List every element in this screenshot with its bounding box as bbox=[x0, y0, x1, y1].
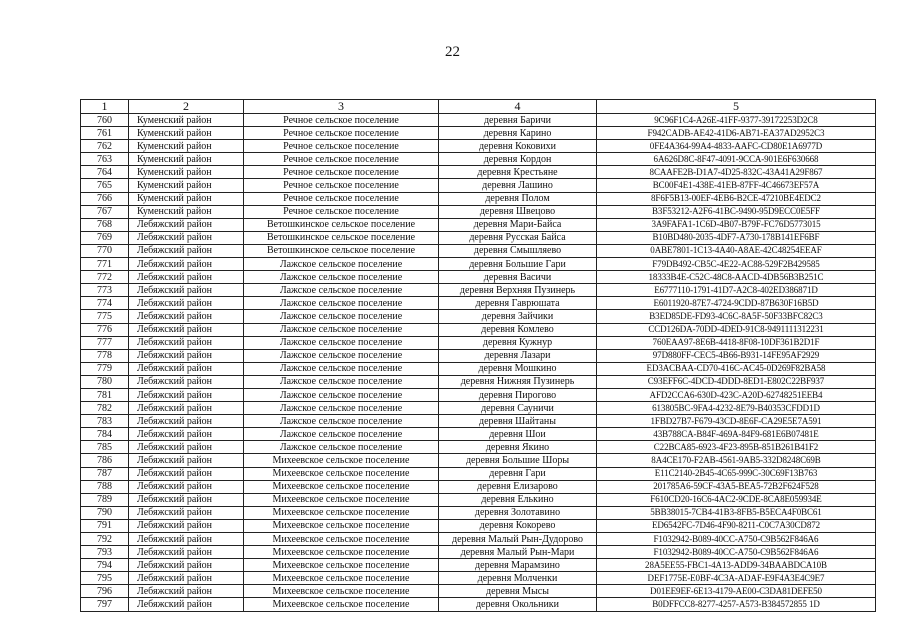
village-cell: деревня Верхняя Пузинерь bbox=[439, 284, 597, 297]
guid-cell: F610CD20-16C6-4AC2-9CDE-8CA8E059934E bbox=[597, 493, 876, 506]
district-cell: Лебяжский район bbox=[129, 375, 244, 388]
guid-cell: 8A4CE170-F2AB-4561-9AB5-332D8248C69B bbox=[597, 454, 876, 467]
district-cell: Куменский район bbox=[129, 114, 244, 127]
guid-cell: E6011920-87E7-4724-9CDD-87B630F16B5D bbox=[597, 297, 876, 310]
district-cell: Лебяжский район bbox=[129, 480, 244, 493]
village-cell: деревня Мари-Байса bbox=[439, 218, 597, 231]
guid-cell: 0ABE7801-1C13-4A40-A8AE-42C48254EEAF bbox=[597, 244, 876, 257]
guid-cell: 0FE4A364-99A4-4833-AAFC-CD80E1A6977D bbox=[597, 140, 876, 153]
guid-cell: 5BB38015-7CB4-41B3-8FB5-B5ECA4F0BC61 bbox=[597, 506, 876, 519]
guid-cell: ED3ACBAA-CD70-416C-AC45-0D269F82BA58 bbox=[597, 362, 876, 375]
row-number: 776 bbox=[81, 323, 129, 336]
district-cell: Лебяжский район bbox=[129, 231, 244, 244]
row-number: 765 bbox=[81, 179, 129, 192]
settlement-cell: Лажское сельское поселение bbox=[244, 323, 439, 336]
village-cell: деревня Русская Байса bbox=[439, 231, 597, 244]
district-cell: Лебяжский район bbox=[129, 415, 244, 428]
village-cell: деревня Лашино bbox=[439, 179, 597, 192]
village-cell: деревня Марамзино bbox=[439, 559, 597, 572]
table-row bbox=[81, 231, 876, 244]
table-row bbox=[81, 375, 876, 388]
table-row bbox=[81, 284, 876, 297]
table-row bbox=[81, 388, 876, 401]
table-row bbox=[81, 258, 876, 271]
district-cell: Лебяжский район bbox=[129, 310, 244, 323]
settlement-cell: Речное сельское поселение bbox=[244, 140, 439, 153]
district-cell: Куменский район bbox=[129, 140, 244, 153]
row-number: 762 bbox=[81, 140, 129, 153]
district-cell: Лебяжский район bbox=[129, 559, 244, 572]
row-number: 771 bbox=[81, 258, 129, 271]
table-row bbox=[81, 192, 876, 205]
village-cell: деревня Смышляево bbox=[439, 244, 597, 257]
district-cell: Лебяжский район bbox=[129, 349, 244, 362]
settlement-cell: Михеевское сельское поселение bbox=[244, 493, 439, 506]
header-col-4: 4 bbox=[439, 100, 597, 114]
district-cell: Лебяжский район bbox=[129, 572, 244, 585]
village-cell: деревня Мысы bbox=[439, 585, 597, 598]
district-cell: Куменский район bbox=[129, 179, 244, 192]
settlement-cell: Речное сельское поселение bbox=[244, 114, 439, 127]
row-number: 787 bbox=[81, 467, 129, 480]
guid-cell: F1032942-B089-40CC-A750-C9B562F846A6 bbox=[597, 533, 876, 546]
table-row bbox=[81, 441, 876, 454]
guid-cell: 201785A6-59CF-43A5-BEA5-72B2F624F528 bbox=[597, 480, 876, 493]
village-cell: деревня Большие Гари bbox=[439, 258, 597, 271]
settlement-cell: Лажское сельское поселение bbox=[244, 375, 439, 388]
district-cell: Лебяжский район bbox=[129, 323, 244, 336]
table-row bbox=[81, 166, 876, 179]
district-cell: Лебяжский район bbox=[129, 493, 244, 506]
table-row bbox=[81, 218, 876, 231]
row-number: 788 bbox=[81, 480, 129, 493]
table-row bbox=[81, 349, 876, 362]
settlement-cell: Лажское сельское поселение bbox=[244, 297, 439, 310]
table-row bbox=[81, 559, 876, 572]
row-number: 773 bbox=[81, 284, 129, 297]
table-row bbox=[81, 179, 876, 192]
row-number: 784 bbox=[81, 428, 129, 441]
guid-cell: ED6542FC-7D46-4F90-8211-C0C7A30CD872 bbox=[597, 519, 876, 532]
district-cell: Лебяжский район bbox=[129, 506, 244, 519]
table-row bbox=[81, 572, 876, 585]
guid-cell: DEF1775E-E0BF-4C3A-ADAF-E9F4A3E4C9E7 bbox=[597, 572, 876, 585]
row-number: 768 bbox=[81, 218, 129, 231]
district-cell: Лебяжский район bbox=[129, 336, 244, 349]
district-cell: Куменский район bbox=[129, 192, 244, 205]
settlement-cell: Михеевское сельское поселение bbox=[244, 559, 439, 572]
guid-cell: 1FBD27B7-F679-43CD-8E6F-CA29E5E7A591 bbox=[597, 415, 876, 428]
settlement-cell: Лажское сельское поселение bbox=[244, 402, 439, 415]
row-number: 792 bbox=[81, 533, 129, 546]
row-number: 775 bbox=[81, 310, 129, 323]
district-cell: Лебяжский район bbox=[129, 454, 244, 467]
row-number: 796 bbox=[81, 585, 129, 598]
district-cell: Куменский район bbox=[129, 153, 244, 166]
settlement-cell: Лажское сельское поселение bbox=[244, 284, 439, 297]
village-cell: деревня Гари bbox=[439, 467, 597, 480]
row-number: 777 bbox=[81, 336, 129, 349]
settlement-cell: Михеевское сельское поселение bbox=[244, 585, 439, 598]
village-cell: деревня Елькино bbox=[439, 493, 597, 506]
settlement-cell: Речное сельское поселение bbox=[244, 179, 439, 192]
village-cell: деревня Елизарово bbox=[439, 480, 597, 493]
village-cell: деревня Малый Рын-Дудорово bbox=[439, 533, 597, 546]
settlement-cell: Михеевское сельское поселение bbox=[244, 454, 439, 467]
guid-cell: D01EE9EF-6E13-4179-AE00-C3DA81DEFE50 bbox=[597, 585, 876, 598]
row-number: 774 bbox=[81, 297, 129, 310]
row-number: 795 bbox=[81, 572, 129, 585]
village-cell: деревня Гаврюшата bbox=[439, 297, 597, 310]
table-row bbox=[81, 205, 876, 218]
settlement-cell: Речное сельское поселение bbox=[244, 205, 439, 218]
district-cell: Куменский район bbox=[129, 205, 244, 218]
guid-cell: F1032942-B089-40CC-A750-C9B562F846A6 bbox=[597, 546, 876, 559]
settlement-cell: Михеевское сельское поселение bbox=[244, 519, 439, 532]
district-cell: Лебяжский район bbox=[129, 244, 244, 257]
settlement-cell: Михеевское сельское поселение bbox=[244, 598, 439, 611]
table-header bbox=[81, 100, 876, 114]
district-cell: Куменский район bbox=[129, 127, 244, 140]
guid-cell: 8F6F5B13-00EF-4EB6-B2CE-47210BE4EDC2 bbox=[597, 192, 876, 205]
guid-cell: 760EAA97-8E6B-4418-8F08-10DF361B2D1F bbox=[597, 336, 876, 349]
row-number: 794 bbox=[81, 559, 129, 572]
guid-cell: B10BD480-2035-4DF7-A730-178B141EF6BF bbox=[597, 231, 876, 244]
settlement-cell: Лажское сельское поселение bbox=[244, 441, 439, 454]
row-number: 763 bbox=[81, 153, 129, 166]
district-cell: Лебяжский район bbox=[129, 271, 244, 284]
row-number: 769 bbox=[81, 231, 129, 244]
village-cell: деревня Шои bbox=[439, 428, 597, 441]
district-cell: Лебяжский район bbox=[129, 297, 244, 310]
guid-cell: F942CADB-AE42-41D6-AB71-EA37AD2952C3 bbox=[597, 127, 876, 140]
guid-cell: B3ED85DE-FD93-4C6C-8A5F-50F33BFC82C3 bbox=[597, 310, 876, 323]
row-number: 785 bbox=[81, 441, 129, 454]
table-row bbox=[81, 467, 876, 480]
district-cell: Лебяжский район bbox=[129, 402, 244, 415]
village-cell: деревня Полом bbox=[439, 192, 597, 205]
row-number: 772 bbox=[81, 271, 129, 284]
district-cell: Лебяжский район bbox=[129, 546, 244, 559]
row-number: 761 bbox=[81, 127, 129, 140]
village-cell: деревня Нижняя Пузинерь bbox=[439, 375, 597, 388]
settlement-cell: Лажское сельское поселение bbox=[244, 415, 439, 428]
row-number: 786 bbox=[81, 454, 129, 467]
table-row bbox=[81, 454, 876, 467]
guid-cell: E11C2140-2B45-4C65-999C-30C69F13B763 bbox=[597, 467, 876, 480]
settlements-table bbox=[80, 99, 876, 612]
district-cell: Лебяжский район bbox=[129, 441, 244, 454]
village-cell: деревня Шайтаны bbox=[439, 415, 597, 428]
guid-cell: 18333B4E-C52C-48C8-AACD-4DB56B3B251C bbox=[597, 271, 876, 284]
village-cell: деревня Якино bbox=[439, 441, 597, 454]
table-row bbox=[81, 546, 876, 559]
table-row bbox=[81, 362, 876, 375]
row-number: 781 bbox=[81, 388, 129, 401]
guid-cell: F79DB492-CB5C-4E22-AC88-529F2B429585 bbox=[597, 258, 876, 271]
settlement-cell: Ветошкинское сельское поселение bbox=[244, 218, 439, 231]
row-number: 779 bbox=[81, 362, 129, 375]
settlement-cell: Михеевское сельское поселение bbox=[244, 506, 439, 519]
village-cell: деревня Большие Шоры bbox=[439, 454, 597, 467]
settlement-cell: Речное сельское поселение bbox=[244, 127, 439, 140]
row-number: 764 bbox=[81, 166, 129, 179]
district-cell: Лебяжский район bbox=[129, 284, 244, 297]
row-number: 793 bbox=[81, 546, 129, 559]
village-cell: деревня Зайчики bbox=[439, 310, 597, 323]
village-cell: деревня Окольники bbox=[439, 598, 597, 611]
table-row bbox=[81, 493, 876, 506]
page-number: 22 bbox=[445, 44, 460, 60]
table-row bbox=[81, 480, 876, 493]
village-cell: деревня Лазари bbox=[439, 349, 597, 362]
settlement-cell: Лажское сельское поселение bbox=[244, 271, 439, 284]
table-row bbox=[81, 428, 876, 441]
settlement-cell: Лажское сельское поселение bbox=[244, 258, 439, 271]
table-row bbox=[81, 533, 876, 546]
row-number: 783 bbox=[81, 415, 129, 428]
village-cell: деревня Баричи bbox=[439, 114, 597, 127]
guid-cell: AFD2CCA6-630D-423C-A20D-62748251EEB4 bbox=[597, 388, 876, 401]
table-row bbox=[81, 402, 876, 415]
settlement-cell: Михеевское сельское поселение bbox=[244, 467, 439, 480]
row-number: 797 bbox=[81, 598, 129, 611]
settlement-cell: Ветошкинское сельское поселение bbox=[244, 244, 439, 257]
table-row bbox=[81, 244, 876, 257]
village-cell: деревня Крестьяне bbox=[439, 166, 597, 179]
guid-cell: B0DFFCC8-8277-4257-A573-B384572855 1D bbox=[597, 598, 876, 611]
row-number: 770 bbox=[81, 244, 129, 257]
table-row bbox=[81, 598, 876, 611]
settlement-cell: Михеевское сельское поселение bbox=[244, 533, 439, 546]
row-number: 780 bbox=[81, 375, 129, 388]
guid-cell: 3A9FAFA1-1C6D-4B07-B79F-FC76D5773015 bbox=[597, 218, 876, 231]
guid-cell: 9C96F1C4-A26E-41FF-9377-39172253D2C8 bbox=[597, 114, 876, 127]
row-number: 778 bbox=[81, 349, 129, 362]
village-cell: деревня Мошкино bbox=[439, 362, 597, 375]
settlement-cell: Лажское сельское поселение bbox=[244, 388, 439, 401]
table-row bbox=[81, 140, 876, 153]
district-cell: Лебяжский район bbox=[129, 598, 244, 611]
guid-cell: E6777110-1791-41D7-A2C8-402ED386871D bbox=[597, 284, 876, 297]
row-number: 760 bbox=[81, 114, 129, 127]
guid-cell: 613805BC-9FA4-4232-8E79-B40353CFDD1D bbox=[597, 402, 876, 415]
header-col-3: 3 bbox=[244, 100, 439, 114]
district-cell: Лебяжский район bbox=[129, 533, 244, 546]
settlement-cell: Лажское сельское поселение bbox=[244, 310, 439, 323]
guid-cell: 28A5EE55-FBC1-4A13-ADD9-34BAABDCA10B bbox=[597, 559, 876, 572]
row-number: 789 bbox=[81, 493, 129, 506]
settlement-cell: Михеевское сельское поселение bbox=[244, 546, 439, 559]
table-row bbox=[81, 114, 876, 127]
header-col-5: 5 bbox=[597, 100, 876, 114]
guid-cell: B3F53212-A2F6-41BC-9490-95D9ECC0E5FF bbox=[597, 205, 876, 218]
guid-cell: 8CAAFE2B-D1A7-4D25-832C-43A41A29F867 bbox=[597, 166, 876, 179]
settlement-cell: Лажское сельское поселение bbox=[244, 362, 439, 375]
guid-cell: BC00F4E1-438E-41EB-87FF-4C46673EF57A bbox=[597, 179, 876, 192]
table-row bbox=[81, 310, 876, 323]
village-cell: деревня Комлево bbox=[439, 323, 597, 336]
row-number: 766 bbox=[81, 192, 129, 205]
district-cell: Лебяжский район bbox=[129, 258, 244, 271]
district-cell: Лебяжский район bbox=[129, 218, 244, 231]
guid-cell: 6A626D8C-8F47-4091-9CCA-901E6F630668 bbox=[597, 153, 876, 166]
district-cell: Лебяжский район bbox=[129, 362, 244, 375]
row-number: 790 bbox=[81, 506, 129, 519]
village-cell: деревня Сауничи bbox=[439, 402, 597, 415]
village-cell: деревня Пирогово bbox=[439, 388, 597, 401]
village-cell: деревня Малый Рын-Мари bbox=[439, 546, 597, 559]
table-row bbox=[81, 336, 876, 349]
village-cell: деревня Золотавино bbox=[439, 506, 597, 519]
guid-cell: C93EFF6C-4DCD-4DDD-8ED1-E802C22BF937 bbox=[597, 375, 876, 388]
settlement-cell: Лажское сельское поселение bbox=[244, 349, 439, 362]
village-cell: деревня Васичи bbox=[439, 271, 597, 284]
district-cell: Лебяжский район bbox=[129, 585, 244, 598]
row-number: 791 bbox=[81, 519, 129, 532]
header-row bbox=[81, 100, 876, 114]
table-row bbox=[81, 127, 876, 140]
settlement-cell: Ветошкинское сельское поселение bbox=[244, 231, 439, 244]
district-cell: Лебяжский район bbox=[129, 467, 244, 480]
village-cell: деревня Коковихи bbox=[439, 140, 597, 153]
village-cell: деревня Швецово bbox=[439, 205, 597, 218]
header-col-2: 2 bbox=[129, 100, 244, 114]
district-cell: Лебяжский район bbox=[129, 428, 244, 441]
village-cell: деревня Кокорево bbox=[439, 519, 597, 532]
row-number: 782 bbox=[81, 402, 129, 415]
settlement-cell: Лажское сельское поселение bbox=[244, 336, 439, 349]
table-row bbox=[81, 415, 876, 428]
district-cell: Куменский район bbox=[129, 166, 244, 179]
table-row bbox=[81, 323, 876, 336]
settlement-cell: Речное сельское поселение bbox=[244, 153, 439, 166]
village-cell: деревня Кордон bbox=[439, 153, 597, 166]
district-cell: Лебяжский район bbox=[129, 519, 244, 532]
table-body bbox=[81, 114, 876, 612]
district-cell: Лебяжский район bbox=[129, 388, 244, 401]
table-row bbox=[81, 271, 876, 284]
settlement-cell: Михеевское сельское поселение bbox=[244, 480, 439, 493]
village-cell: деревня Кужнур bbox=[439, 336, 597, 349]
settlement-cell: Речное сельское поселение bbox=[244, 192, 439, 205]
settlement-cell: Речное сельское поселение bbox=[244, 166, 439, 179]
settlement-cell: Лажское сельское поселение bbox=[244, 428, 439, 441]
table-row bbox=[81, 519, 876, 532]
table-row bbox=[81, 153, 876, 166]
village-cell: деревня Карино bbox=[439, 127, 597, 140]
table-row bbox=[81, 297, 876, 310]
settlement-cell: Михеевское сельское поселение bbox=[244, 572, 439, 585]
guid-cell: C22BCA85-6923-4F23-895B-851B261B41F2 bbox=[597, 441, 876, 454]
guid-cell: CCD126DA-70DD-4DED-91C8-9491111312231 bbox=[597, 323, 876, 336]
guid-cell: 97D880FF-CEC5-4B66-B931-14FE95AF2929 bbox=[597, 349, 876, 362]
village-cell: деревня Молченки bbox=[439, 572, 597, 585]
header-col-1: 1 bbox=[81, 100, 129, 114]
guid-cell: 43B788CA-B84F-469A-84F9-681E6B07481E bbox=[597, 428, 876, 441]
table-row bbox=[81, 506, 876, 519]
table-row bbox=[81, 585, 876, 598]
row-number: 767 bbox=[81, 205, 129, 218]
